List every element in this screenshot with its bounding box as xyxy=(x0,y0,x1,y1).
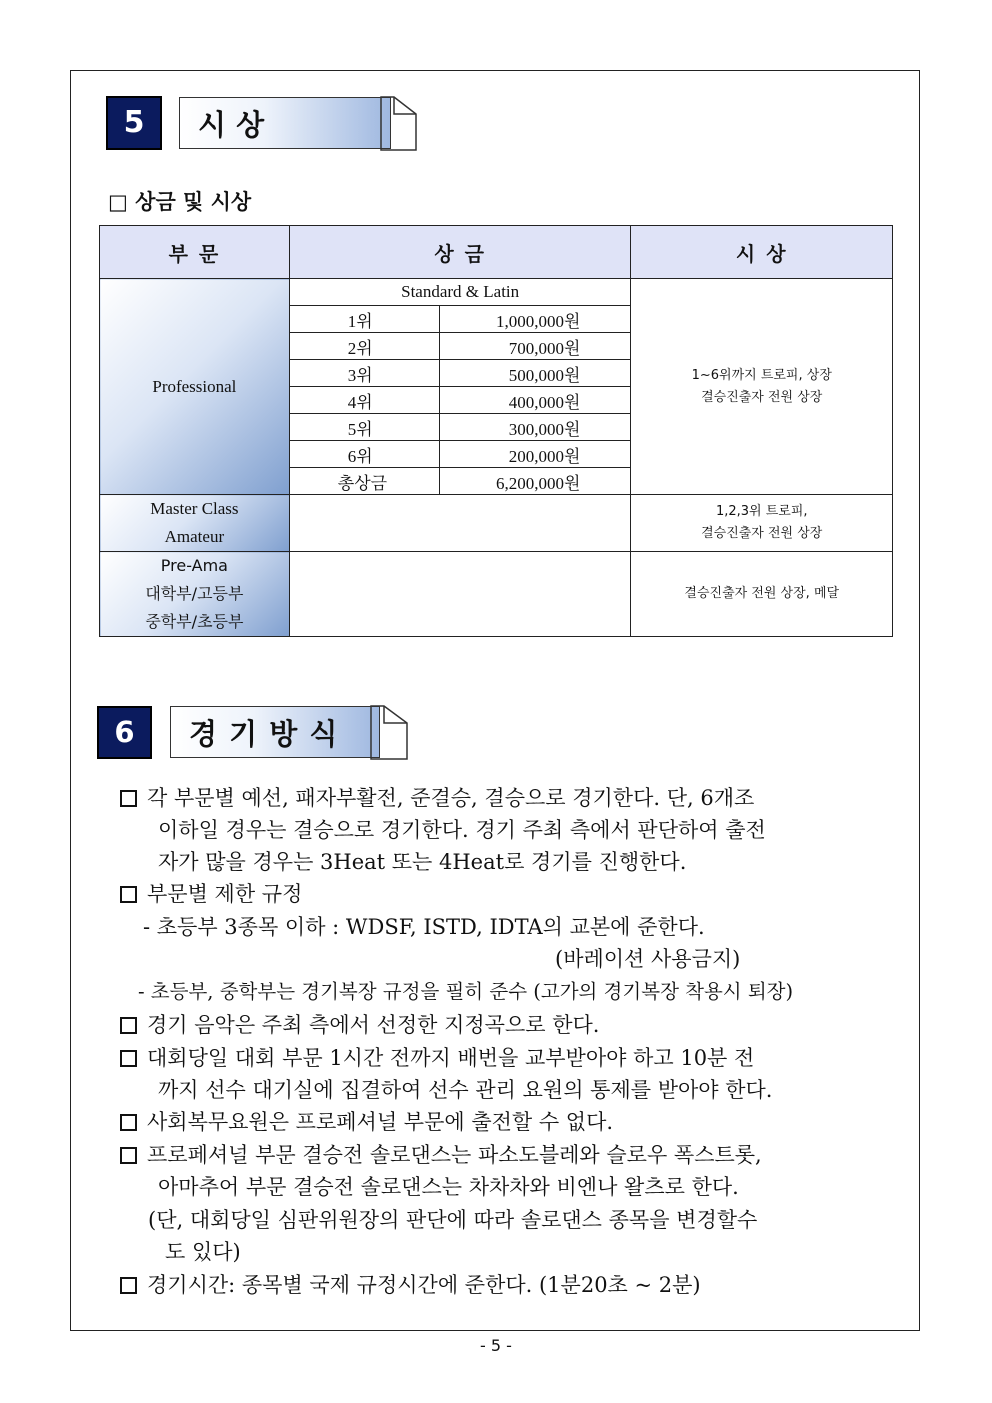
checkbox-icon xyxy=(120,1147,137,1164)
rank-cell: 1위 xyxy=(289,306,439,333)
section-title: 경 기 방 식 xyxy=(170,706,380,758)
header-division: 부 문 xyxy=(100,226,290,279)
professional-award xyxy=(631,279,893,495)
empty-prize-cell xyxy=(289,552,631,637)
award-line: 1~6위까지 트로피, 상장 xyxy=(691,367,832,383)
award-line: 결승진출자 전원 상장 xyxy=(701,526,823,541)
rule-item: 경기 음악은 주최 측에서 선정한 지정곡으로 한다. xyxy=(120,1009,599,1039)
checkbox-icon xyxy=(120,790,137,807)
amount-cell: 500,000원 xyxy=(439,360,631,387)
subsection-heading: □ 상금 및 시상 xyxy=(108,190,252,214)
award-line: 결승진출자 전원 상장 xyxy=(701,389,823,405)
rule-item: 프로페셔널 부문 결승전 솔로댄스는 파소도블레와 슬로우 폭스트롯, xyxy=(120,1139,762,1169)
amount-cell: 300,000원 xyxy=(439,414,631,441)
rule-subitem: - 초등부 3종목 이하 : WDSF, ISTD, IDTA의 교본에 준한다. xyxy=(143,915,705,939)
master-class-label xyxy=(100,495,290,552)
amount-cell: 6,200,000원 xyxy=(439,468,631,495)
rank-cell: 2위 xyxy=(289,333,439,360)
rule-note: 도 있다) xyxy=(165,1240,241,1264)
standard-latin-subheader: Standard & Latin xyxy=(289,279,631,306)
rule-item: 대회당일 대회 부문 1시간 전까지 배번을 교부받아야 하고 10분 전 xyxy=(120,1042,754,1072)
award-line: 1,2,3위 트로피, xyxy=(715,504,808,519)
rank-cell: 4위 xyxy=(289,387,439,414)
checkbox-icon xyxy=(120,1114,137,1131)
rank-cell: 5위 xyxy=(289,414,439,441)
checkbox-icon xyxy=(120,1050,137,1067)
title-fold-decoration xyxy=(380,96,420,152)
prize-table xyxy=(99,225,893,637)
rule-note: (단, 대회당일 심판위원장의 판단에 따라 솔로댄스 종목을 변경할수 xyxy=(148,1208,758,1232)
rule-continuation: 이하일 경우는 결승으로 경기한다. 경기 주최 측에서 판단하여 출전 xyxy=(158,818,766,842)
label-line: 중학부/초등부 xyxy=(145,612,244,631)
rule-item: 경기시간: 종목별 국제 규정시간에 준한다. (1분20초 ~ 2분) xyxy=(120,1269,701,1299)
checkbox-icon xyxy=(120,1017,137,1034)
rule-item: 사회복무요원은 프로페셔널 부문에 출전할 수 없다. xyxy=(120,1106,613,1136)
amount-cell: 400,000원 xyxy=(439,387,631,414)
checkbox-icon xyxy=(120,1277,137,1294)
empty-prize-cell xyxy=(289,495,631,552)
rule-continuation: 아마추어 부문 결승전 솔로댄스는 차차차와 비엔나 왈츠로 한다. xyxy=(158,1175,739,1199)
label-line: Pre-Ama xyxy=(160,556,228,575)
label-line: Amateur xyxy=(164,527,225,546)
section-number: 5 xyxy=(106,96,162,150)
rule-note: (바레이션 사용금지) xyxy=(555,947,741,971)
preama-award: 결승진출자 전원 상장, 메달 xyxy=(631,552,893,637)
label-line: Master Class xyxy=(150,499,239,518)
rule-continuation: 까지 선수 대기실에 집결하여 선수 관리 요원의 통제를 받아야 한다. xyxy=(158,1078,773,1102)
checkbox-icon xyxy=(120,886,137,903)
amount-cell: 1,000,000원 xyxy=(439,306,631,333)
amount-cell: 200,000원 xyxy=(439,441,631,468)
section-number: 6 xyxy=(97,706,152,759)
label-line: 대학부/고등부 xyxy=(145,584,244,603)
page-number: - 5 - xyxy=(480,1336,512,1355)
rule-item: 부문별 제한 규정 xyxy=(120,878,302,908)
amount-cell: 700,000원 xyxy=(439,333,631,360)
header-prize: 상 금 xyxy=(289,226,631,279)
title-fold-decoration xyxy=(370,705,410,761)
rank-cell: 6위 xyxy=(289,441,439,468)
preama-label xyxy=(100,552,290,637)
rule-item: 각 부문별 예선, 패자부활전, 준결승, 결승으로 경기한다. 단, 6개조 xyxy=(120,782,754,812)
rule-subitem: - 초등부, 중학부는 경기복장 규정을 필히 준수 (고가의 경기복장 착용시 퇴장) xyxy=(138,980,794,1003)
professional-label: Professional xyxy=(100,279,290,495)
rank-cell: 3위 xyxy=(289,360,439,387)
header-award: 시 상 xyxy=(631,226,893,279)
rule-continuation: 자가 많을 경우는 3Heat 또는 4Heat로 경기를 진행한다. xyxy=(158,850,687,874)
rank-cell: 총상금 xyxy=(289,468,439,495)
section-title: 시 상 xyxy=(179,97,391,149)
master-award xyxy=(631,495,893,552)
